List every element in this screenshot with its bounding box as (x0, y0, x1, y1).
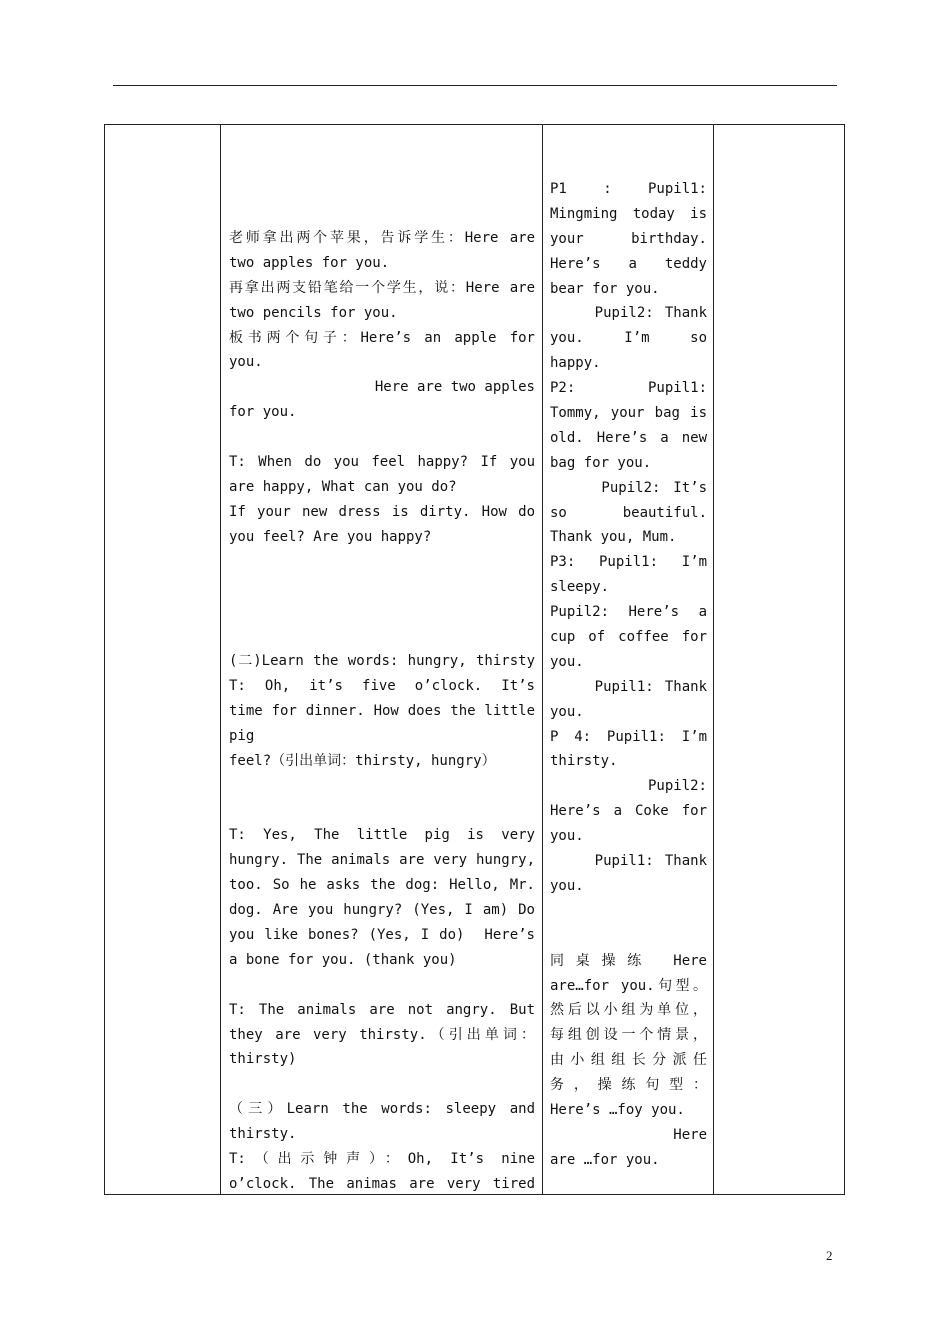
text-line: T: Oh, it’s five o’clock. It’s (229, 678, 535, 695)
text-line: 每组创设一个情景， (550, 1027, 707, 1044)
text-line: 然后以小组为单位， (550, 1002, 707, 1019)
text-line: T: The animals are not angry. But (229, 1001, 535, 1018)
text-line (229, 550, 535, 575)
text-line (229, 973, 535, 998)
text-line: you. (550, 703, 584, 720)
text-line: you. (229, 354, 263, 371)
text-line: 由小组组长分派任 (550, 1052, 707, 1069)
text-line: thirsty. (229, 1126, 297, 1143)
text-line: 再拿出两支铅笔给一个学生，说：Here are (229, 279, 535, 296)
text-line: thirsty. (550, 753, 618, 770)
text-line: you. (550, 828, 584, 845)
text-line: Tommy, your bag is (550, 405, 707, 422)
text-line (229, 624, 535, 649)
text-line: Pupil2: (647, 778, 707, 795)
column-divider (542, 125, 543, 1194)
text-line: sleepy. (550, 579, 610, 596)
student-activity-cell (550, 125, 707, 1194)
text-line: are happy, What can you do? (229, 478, 457, 495)
text-line: bear for you. (550, 280, 660, 297)
text-line: too. So he asks the dog: Hello, Mr. (229, 877, 535, 894)
text-line: dog. Are you hungry? (Yes, I am) Do (229, 902, 535, 919)
text-line: 务，操练句型： (550, 1077, 707, 1094)
text-line: Pupil2: Here’s a (550, 604, 707, 621)
text-line: P 4: Pupil1: I’m (550, 728, 707, 745)
text-line: thirsty) (229, 1051, 297, 1068)
text-line: T: Yes, The little pig is very (229, 827, 535, 844)
text-line: Pupil1: Thank (550, 678, 707, 695)
text-line: you. (550, 877, 584, 894)
text-line (550, 924, 707, 949)
text-line: they are very thirsty.（引出单词： (229, 1026, 535, 1043)
text-line: T:（出示钟声）：Oh, It’s nine (229, 1150, 535, 1167)
text-line: P3: Pupil1: I’m (550, 554, 707, 571)
text-line: Pupil1: Thank (550, 853, 707, 870)
text-line: Here’s a teddy (550, 255, 707, 272)
text-line (229, 1072, 535, 1097)
text-line (229, 574, 535, 599)
text-line: Pupil2: Thank (550, 305, 707, 322)
teacher-activity-cell (229, 125, 535, 1194)
text-line (229, 425, 535, 450)
text-line: cup of coffee for (550, 629, 707, 646)
text-line: Mingming today is (550, 205, 707, 222)
text-line: you. (550, 653, 584, 670)
text-line: feel?（引出单词：thirsty, hungry） (229, 752, 496, 769)
text-line: two apples for you. (229, 254, 390, 271)
text-line: happy. (550, 355, 601, 372)
text-line: Here’s …foy you. (550, 1101, 685, 1118)
text-line: you feel? Are you happy? (229, 528, 432, 545)
text-line: two pencils for you. (229, 304, 398, 321)
text-line: old. Here’s a new (550, 429, 707, 446)
text-line: Thank you, Mum. (550, 529, 677, 546)
step-cell (105, 125, 220, 1194)
text-line: your birthday. (550, 230, 707, 247)
text-line: are…for you.句型。 (550, 977, 707, 994)
header-rule (113, 85, 837, 86)
text-line: pig (229, 727, 255, 744)
text-line: so beautiful. (550, 504, 707, 521)
text-line (229, 798, 535, 823)
lesson-plan-table (104, 124, 845, 1195)
text-line: 板书两个句子：Here’s an apple for (229, 329, 535, 346)
text-line: are …for you. (550, 1151, 660, 1168)
text-line: (二)Learn the words: hungry, thirsty (229, 653, 535, 670)
text-line: for you. (229, 404, 297, 421)
text-line: you like bones? (Yes, I do) Here’s (229, 926, 535, 943)
text-line (550, 899, 707, 924)
text-line: bag for you. (550, 454, 652, 471)
text-line: hungry. The animals are very hungry, (229, 852, 535, 869)
page-number: 2 (826, 1248, 833, 1263)
text-line: 同桌操练 Here (550, 952, 707, 969)
column-divider (220, 125, 221, 1194)
text-line: Pupil2: It’s (550, 479, 707, 496)
text-line: Here’s a Coke for (550, 803, 707, 820)
text-line (229, 774, 535, 799)
text-line: T: When do you feel happy? If you (229, 454, 535, 471)
text-line: you. I’m so (550, 330, 707, 347)
text-line: Here (673, 1126, 707, 1143)
text-line: a bone for you. (thank you) (229, 951, 457, 968)
text-line: P2: Pupil1: (550, 380, 707, 397)
notes-cell (714, 125, 844, 1194)
text-line (229, 599, 535, 624)
text-line: If your new dress is dirty. How do (229, 503, 535, 520)
text-line: o’clock. The animas are very tired (229, 1175, 535, 1192)
text-line: 老师拿出两个苹果，告诉学生：Here are (229, 230, 535, 246)
text-line: （三）Learn the words: sleepy and (229, 1101, 535, 1118)
text-line: time for dinner. How does the little (229, 702, 535, 719)
text-line: Here are two apples (374, 379, 535, 396)
text-line: P1 : Pupil1: (550, 181, 707, 197)
